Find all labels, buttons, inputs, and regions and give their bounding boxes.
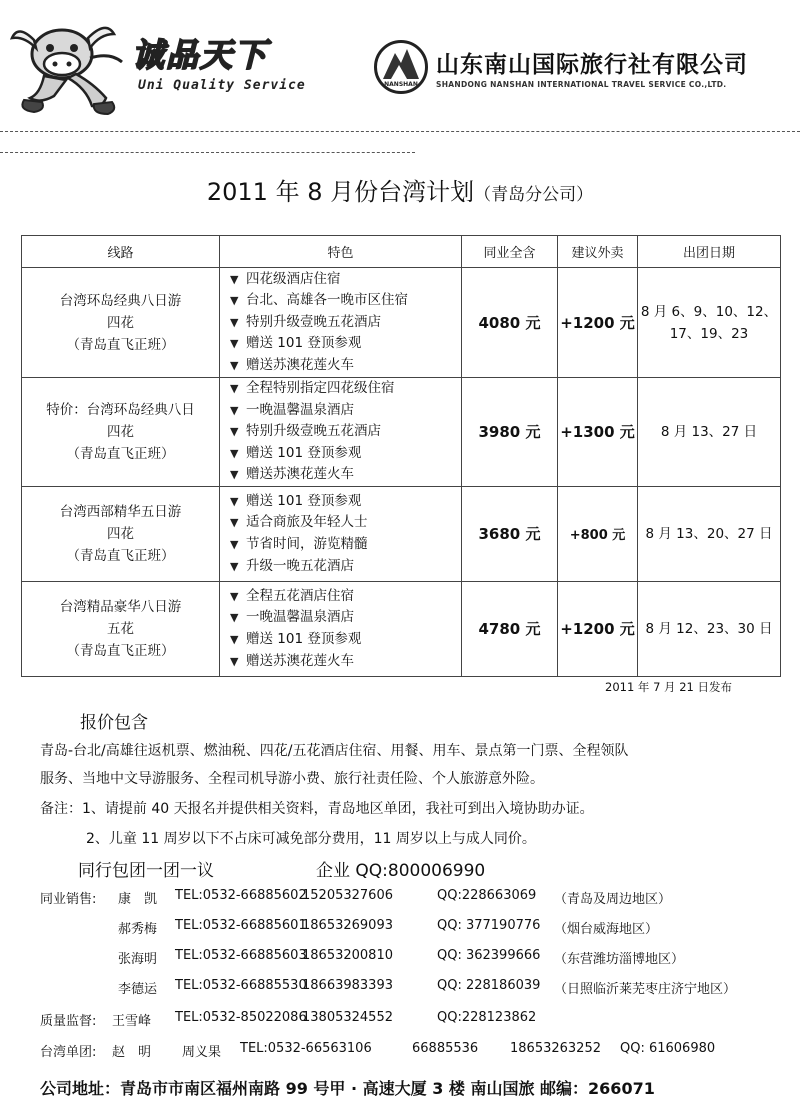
contact-tel: TEL:0532-66885603 (175, 948, 307, 963)
brand-name-en: Uni Quality Service (138, 78, 306, 93)
feature-item: ▼ 赠送苏澳花莲火车 (230, 651, 461, 673)
dates-cell (638, 486, 781, 581)
feature-item: ▼ 全程特别指定四花级住宿 (230, 378, 461, 400)
route-flight: （青岛直飞正班） (66, 336, 175, 353)
contact-name: 周义果 (182, 1045, 222, 1060)
route-cell (22, 581, 220, 676)
team-label: 台湾单团: (40, 1045, 97, 1060)
contact-mobile: 15205327606 (302, 888, 393, 903)
price-cell: 3680 元 (462, 486, 558, 581)
title-main: 2011 年 8 月份台湾计划 (206, 178, 475, 206)
enterprise-qq: 企业 QQ:800006990 (316, 861, 486, 881)
bullet-icon: ▼ (230, 537, 239, 551)
route-flight: （青岛直飞正班） (66, 547, 175, 564)
bullet-icon: ▼ (230, 425, 239, 439)
contact-tel2: 66885536 (412, 1041, 479, 1056)
table-row (22, 268, 781, 378)
contact-area: （青岛及周边地区） (554, 892, 672, 907)
header-route: 线路 (22, 236, 220, 268)
feature-item: ▼ 赠送 101 登顶参观 (230, 443, 461, 465)
table-row (22, 486, 781, 581)
table-row (22, 581, 781, 676)
date-line: 8 月 13、27 日 (660, 423, 758, 440)
dates-cell (638, 378, 781, 487)
mascot-icon (10, 18, 128, 116)
contact-area: （烟台威海地区） (554, 922, 659, 937)
feature-item: ▼ 台北、高雄各一晚市区住宿 (230, 290, 461, 312)
company-name-en: SHANDONG NANSHAN INTERNATIONAL TRAVEL SERVICE CO.,LTD. (436, 80, 727, 89)
bullet-icon: ▼ (230, 446, 239, 460)
route-grade: 四花 (107, 525, 134, 542)
bullet-icon: ▼ (230, 654, 239, 668)
contact-qq: QQ:228123862 (437, 1010, 537, 1025)
contact-name: 李德运 (118, 982, 158, 997)
route-name: 台湾西部精华五日游 (59, 503, 182, 520)
page-header (0, 0, 800, 128)
contact-mobile: 18663983393 (302, 978, 393, 993)
features-cell (220, 378, 462, 487)
route-cell (22, 486, 220, 581)
contact-name: 张海明 (118, 952, 158, 967)
suggest-cell: +1300 元 (558, 378, 638, 487)
date-line: 8 月 13、20、27 日 (645, 525, 773, 542)
nanshan-badge-icon (374, 40, 428, 94)
bullet-icon: ▼ (230, 632, 239, 646)
contact-mobile: 13805324552 (302, 1010, 393, 1025)
bullet-icon: ▼ (230, 468, 239, 482)
contact-qq: QQ:228663069 (437, 888, 537, 903)
feature-item: ▼ 一晚温馨温泉酒店 (230, 607, 461, 629)
bullet-icon: ▼ (230, 272, 239, 286)
route-flight: （青岛直飞正班） (66, 445, 175, 462)
bullet-icon: ▼ (230, 315, 239, 329)
feature-item: ▼ 赠送 101 登顶参观 (230, 333, 461, 355)
header-price: 同业全含 (462, 236, 558, 268)
contact-name: 康 凯 (118, 892, 158, 907)
dates-cell (638, 581, 781, 676)
company-address: 公司地址：青岛市市南区福州南路 99 号甲 · 高速大厦 3 楼 南山国旅 邮编：266071 (40, 1079, 655, 1098)
company-name-cn: 山东南山国际旅行社有限公司 (436, 52, 748, 78)
date-line: 8 月 12、23、30 日 (645, 620, 773, 637)
nanshan-logo (374, 40, 794, 100)
contact-name: 赵 明 (112, 1045, 152, 1060)
contact-mobile: 18653263252 (510, 1041, 601, 1056)
title-sub: （青岛分公司） (474, 185, 594, 205)
route-cell (22, 378, 220, 487)
contact-name: 王雪峰 (112, 1014, 152, 1029)
contact-qq: QQ: 61606980 (620, 1041, 716, 1056)
date-line: 8 月 6、9、10、12、 (640, 303, 778, 320)
contact-qq: QQ: 377190776 (437, 918, 541, 933)
features-cell (220, 581, 462, 676)
suggest-cell: +1200 元 (558, 581, 638, 676)
route-name: 特价：台湾环岛经典八日 (46, 401, 195, 418)
feature-item: ▼ 特别升级壹晚五花酒店 (230, 421, 461, 443)
bullet-icon: ▼ (230, 382, 239, 395)
contact-tel: TEL:0532-85022086 (175, 1010, 307, 1025)
route-name: 台湾环岛经典八日游 (59, 292, 182, 309)
features-cell (220, 268, 462, 378)
table-header-row (22, 236, 781, 268)
bullet-icon: ▼ (230, 337, 239, 351)
divider (0, 131, 800, 132)
contact-name: 郝秀梅 (118, 922, 158, 937)
page-title (0, 172, 800, 207)
route-grade: 四花 (107, 423, 134, 440)
includes-line: 青岛-台北/高雄往返机票、燃油税、四花/五花酒店住宿、用餐、用车、景点第一门票、全程领队 (40, 743, 629, 759)
brand-name-cn: 诚品天下 (132, 36, 269, 74)
feature-item: ▼ 赠送苏澳花莲火车 (230, 355, 461, 377)
feature-item: ▼ 四花级酒店住宿 (230, 269, 461, 291)
features-cell (220, 486, 462, 581)
feature-item: ▼ 适合商旅及年轻人士 (230, 512, 461, 534)
publish-date: 2011 年 7 月 21 日发布 (605, 680, 732, 694)
date-line: 17、19、23 (669, 325, 749, 342)
contact-mobile: 18653200810 (302, 948, 393, 963)
note-line: 2、儿童 11 周岁以下不占床可减免部分费用，11 周岁以上与成人同价。 (86, 831, 536, 847)
bullet-icon: ▼ (230, 611, 239, 625)
bullet-icon: ▼ (230, 358, 239, 372)
header-dates: 出团日期 (638, 236, 781, 268)
header-suggest: 建议外卖 (558, 236, 638, 268)
includes-line: 服务、当地中文导游服务、全程司机导游小费、旅行社责任险、个人旅游意外险。 (40, 771, 544, 787)
feature-item: ▼ 升级一晚五花酒店 (230, 556, 461, 578)
uni-quality-logo (6, 8, 346, 120)
feature-item: ▼ 全程五花酒店住宿 (230, 586, 461, 608)
badge-text: NANSHAN (384, 81, 418, 88)
contact-tel: TEL:0532-66885601 (175, 918, 307, 933)
group-title: 同行包团一团一议 (78, 861, 214, 881)
table-row (22, 378, 781, 487)
feature-item: ▼ 一晚温馨温泉酒店 (230, 400, 461, 422)
feature-item: ▼ 赠送 101 登顶参观 (230, 629, 461, 651)
bullet-icon: ▼ (230, 589, 239, 603)
route-flight: （青岛直飞正班） (66, 642, 175, 659)
dates-cell (638, 268, 781, 378)
divider (0, 152, 415, 153)
route-grade: 五花 (107, 620, 134, 637)
contact-qq: QQ: 228186039 (437, 978, 541, 993)
price-cell: 3980 元 (462, 378, 558, 487)
contact-mobile: 18653269093 (302, 918, 393, 933)
bullet-icon: ▼ (230, 494, 239, 508)
header-features: 特色 (220, 236, 462, 268)
feature-item: ▼ 赠送 101 登顶参观 (230, 491, 461, 513)
suggest-cell: +800 元 (558, 486, 638, 581)
price-cell: 4080 元 (462, 268, 558, 378)
sales-label: 同业销售: (40, 892, 97, 907)
suggest-cell: +1200 元 (558, 268, 638, 378)
route-cell (22, 268, 220, 378)
contact-area: （日照临沂莱芜枣庄济宁地区） (554, 982, 737, 997)
contact-area: （东营潍坊淄博地区） (554, 952, 685, 967)
contact-tel: TEL:0532-66885530 (175, 978, 307, 993)
contact-tel: TEL:0532-66563106 (240, 1041, 372, 1056)
route-grade: 四花 (107, 314, 134, 331)
quality-label: 质量监督: (40, 1014, 97, 1029)
price-cell: 4780 元 (462, 581, 558, 676)
note-line: 备注：1、请提前 40 天报名并提供相关资料，青岛地区单团，我社可到出入境协助办证。 (40, 801, 594, 817)
bullet-icon: ▼ (230, 294, 239, 308)
contact-qq: QQ: 362399666 (437, 948, 541, 963)
route-name: 台湾精品豪华八日游 (59, 598, 182, 615)
feature-item: ▼ 特别升级壹晚五花酒店 (230, 312, 461, 334)
includes-title: 报价包含 (80, 713, 148, 733)
bullet-icon: ▼ (230, 516, 239, 530)
feature-item: ▼ 赠送苏澳花莲火车 (230, 464, 461, 486)
mountain-icon (377, 43, 425, 83)
contact-tel: TEL:0532-66885602 (175, 888, 307, 903)
bullet-icon: ▼ (230, 559, 239, 573)
feature-item: ▼ 节省时间，游览精髓 (230, 534, 461, 556)
tour-plan-table (21, 235, 781, 677)
bullet-icon: ▼ (230, 403, 239, 417)
